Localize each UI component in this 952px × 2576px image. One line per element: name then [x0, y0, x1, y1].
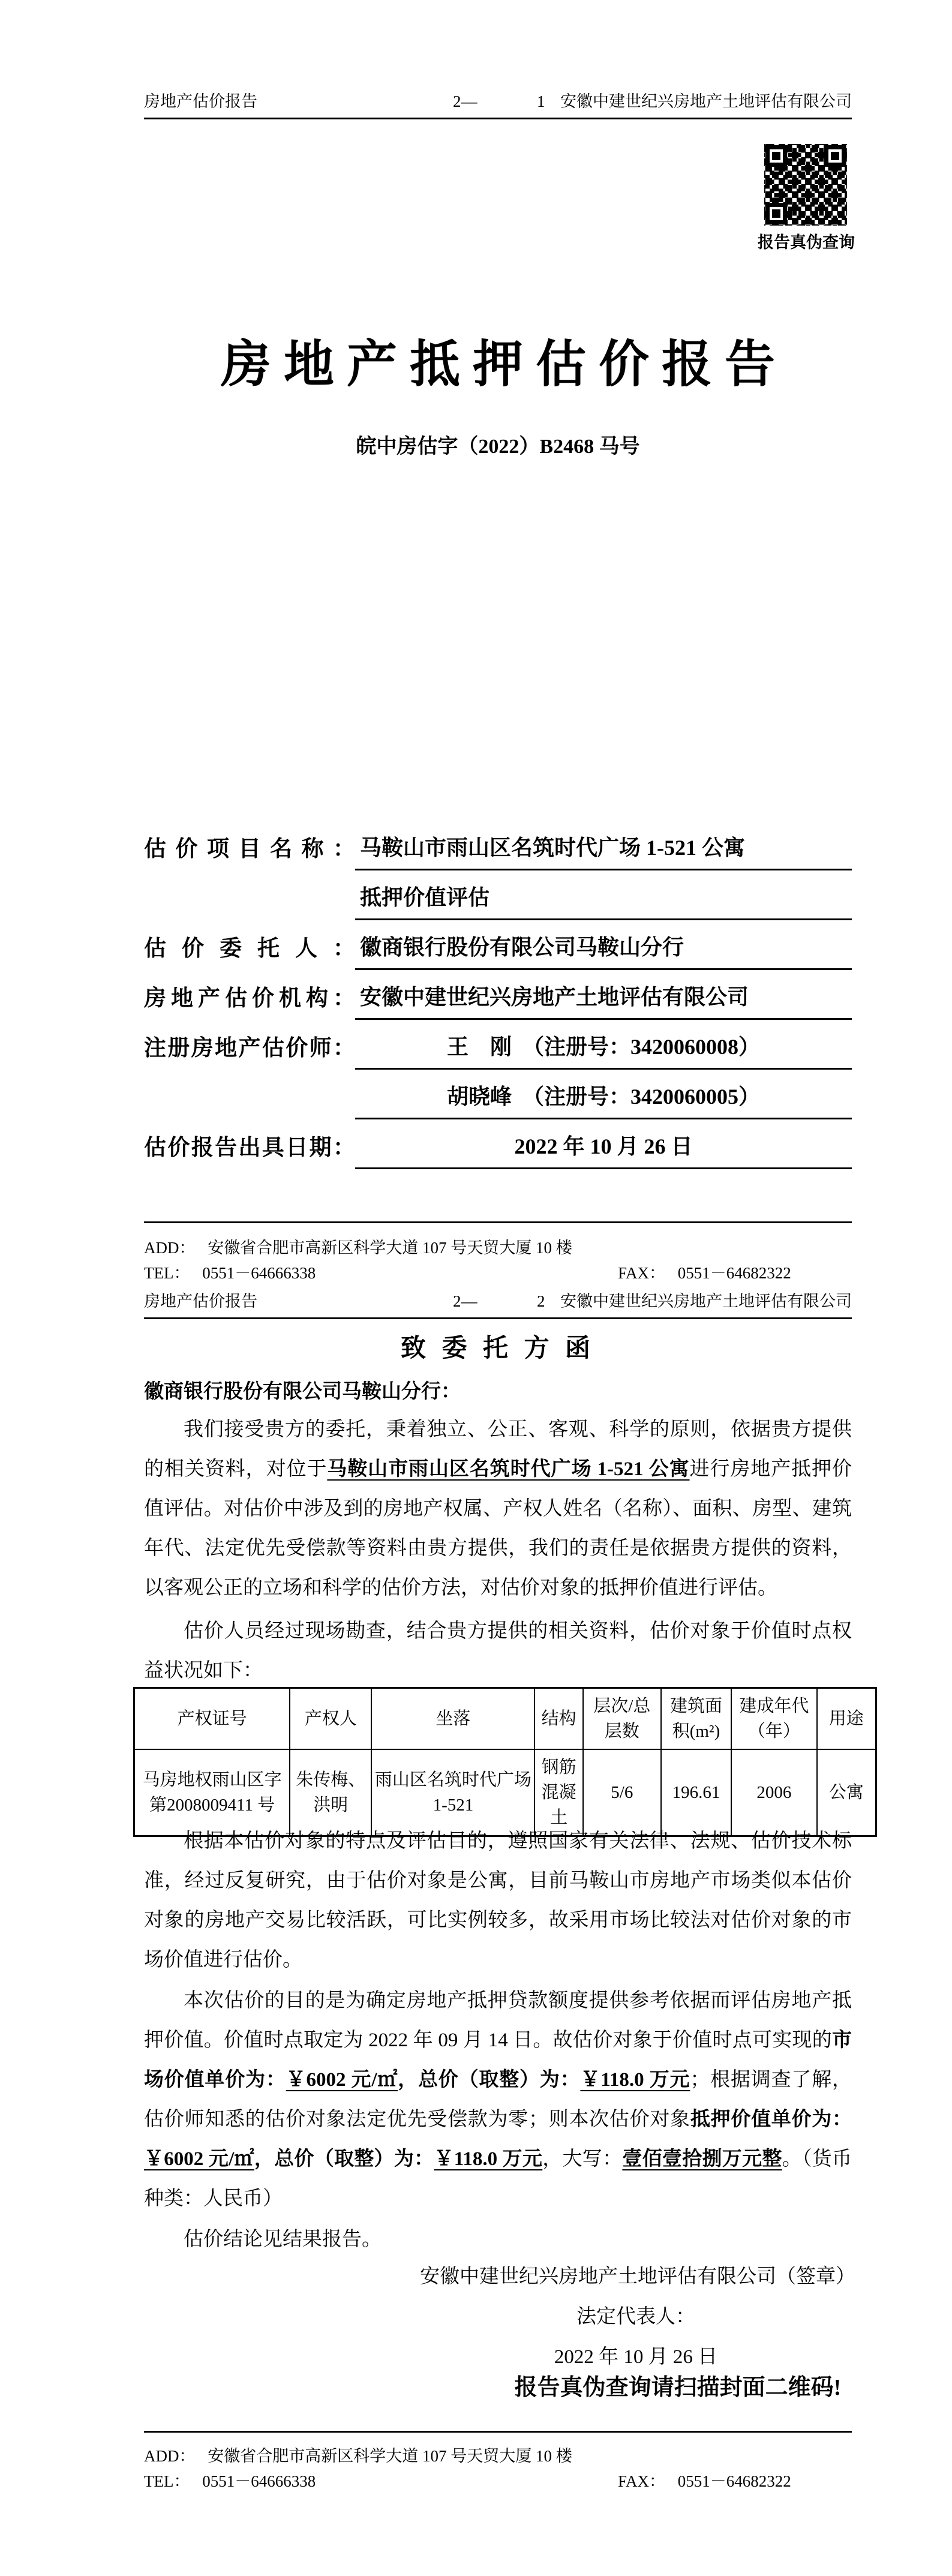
property-rights-table — [133, 1687, 877, 1837]
cell-use: 公寓 — [817, 1749, 876, 1836]
cell-structure: 钢筋混凝土 — [534, 1749, 582, 1836]
running-company-name: 安徽中建世纪兴房地产土地评估有限公司 — [560, 1292, 852, 1310]
letter-salutation: 徽商银行股份有限公司马鞍山分行： — [144, 1381, 461, 1403]
signature-block — [420, 2257, 855, 2377]
page2-footer-address — [144, 2444, 852, 2468]
tel-value: 0551－64666338 — [202, 1264, 316, 1282]
header-rule — [144, 1317, 852, 1319]
field-value: 徽商银行股份有限公司马鞍山分行 — [355, 926, 852, 970]
field-value: 抵押价值评估 — [355, 876, 852, 920]
letter-title: 致 委 托 方 函 — [400, 1335, 595, 1362]
qr-code — [764, 144, 847, 226]
running-doc-title: 房地产估价报告 — [144, 1292, 257, 1310]
qr-finder-icon — [765, 145, 787, 167]
field-label: 估价项目名称： — [144, 837, 355, 861]
running-company-name: 安徽中建世纪兴房地产土地评估有限公司 — [560, 92, 852, 110]
field-project-name-line2 — [144, 870, 852, 920]
page-count-prefix: 2— — [453, 92, 477, 110]
fax-label: FAX： — [618, 2472, 666, 2490]
field-appraiser-1 — [144, 1020, 852, 1070]
paragraph-conclusion: 估价结论见结果报告。 — [184, 2229, 382, 2250]
cell-location: 雨山区名筑时代广场1-521 — [371, 1749, 534, 1836]
col-header-area: 建筑面积(m²) — [661, 1688, 732, 1750]
field-label: 估价报告出具日期： — [144, 1136, 355, 1160]
running-doc-title: 房地产估价报告 — [144, 92, 257, 110]
field-value: 胡晓峰 （注册号：3420060005） — [355, 1076, 852, 1119]
field-label: 注册房地产估价师： — [144, 1036, 355, 1061]
fax-value: 0551－64682322 — [677, 1264, 791, 1282]
report-title: 房 地 产 抵 押 估 价 报 告 — [220, 337, 775, 393]
cell-floor: 5/6 — [583, 1749, 661, 1836]
qr-finder-icon — [824, 145, 846, 167]
field-client — [144, 920, 852, 970]
field-value: 马鞍山市雨山区名筑时代广场 1-521 公寓 — [355, 827, 852, 870]
page2-running-header — [144, 1291, 852, 1311]
paragraph-survey: 估价人员经过现场勘查，结合贵方提供的相关资料，估价对象于价值时点权益状况如下： — [144, 1620, 852, 1682]
field-value: 2022 年 10 月 26 日 — [355, 1125, 852, 1169]
qr-caption: 报告真伪查询 — [758, 233, 855, 251]
col-header-location: 坐落 — [371, 1688, 534, 1750]
paragraph-intro: 我们接受贵方的委托，秉着独立、公正、客观、科学的原则，依据贵方提供的相关资料，对位于马鞍山市雨山区名筑时代广场 1-521 公寓进行房地产抵押价值评估。对估价中涉及到的房地产权属、产权人姓名（名称）、面积、房型、建筑年代、法定优先受偿款等资料由贵方提供，我们的责任是依据贵方提供的资料，以客观公正的立场和科学的估价方法，对估价对象的抵押价值进行评估。 — [144, 1419, 852, 1599]
cell-cert-no: 马房地权雨山区字第2008009411 号 — [134, 1749, 290, 1836]
field-agency — [144, 970, 852, 1020]
page-count-prefix: 2— — [453, 1292, 477, 1310]
qr-scan-notice: 报告真伪查询请扫描封面二维码! — [514, 2375, 842, 2400]
qr-finder-icon — [765, 203, 787, 224]
paragraph-method: 根据本估价对象的特点及评估目的，遵照国家有关法律、法规、估价技术标准，经过反复研究，由于估价对象是公寓，目前马鞍山市房地产市场类似本估价对象的房地产交易比较活跃，可比实例较多，故采用市场比较法对估价对象的市场价值进行估价。 — [144, 1830, 852, 1971]
field-label: 房地产估价机构： — [144, 986, 355, 1011]
fax-group — [618, 2469, 791, 2493]
cell-area: 196.61 — [661, 1749, 732, 1836]
field-report-date — [144, 1119, 852, 1169]
fax-label: FAX： — [618, 1264, 666, 1282]
header-rule — [144, 118, 852, 119]
page1-footer-address — [144, 1236, 852, 1260]
cell-year: 2006 — [731, 1749, 816, 1836]
address-value: 安徽省合肥市高新区科学大道 107 号天贸大厦 10 楼 — [208, 2447, 572, 2465]
signature-date: 2022 年 10 月 26 日 — [554, 2346, 718, 2368]
col-header-structure: 结构 — [534, 1688, 582, 1750]
address-value: 安徽省合肥市高新区科学大道 107 号天贸大厦 10 楼 — [208, 1239, 572, 1257]
tel-label: TEL： — [144, 1264, 190, 1282]
footer-rule — [144, 2431, 852, 2433]
address-label: ADD： — [144, 1239, 196, 1257]
tel-value: 0551－64666338 — [202, 2472, 316, 2490]
field-project-name — [144, 821, 852, 870]
col-header-use: 用途 — [817, 1688, 876, 1750]
page1-running-header — [144, 91, 852, 112]
report-number: 皖中房估字（2022）B2468 马号 — [356, 436, 640, 458]
page-number: 1 — [537, 92, 545, 110]
page2-footer-contacts — [144, 2469, 852, 2493]
col-header-owner: 产权人 — [290, 1688, 371, 1750]
footer-rule — [144, 1221, 852, 1223]
cover-fields — [144, 821, 852, 1169]
fax-value: 0551－64682322 — [677, 2472, 791, 2490]
col-header-cert-no: 产权证号 — [134, 1688, 290, 1750]
page1-footer-contacts — [144, 1261, 852, 1285]
legal-representative: 法定代表人： — [576, 2306, 695, 2328]
field-label: 估价委托人： — [144, 936, 355, 961]
fax-group — [618, 1261, 791, 1285]
field-appraiser-2 — [144, 1070, 852, 1119]
col-header-year: 建成年代（年） — [731, 1688, 816, 1750]
paragraph-valuation: 本次估价的目的是为确定房地产抵押贷款额度提供参考依据而评估房地产抵押价值。价值时点取定为 2022 年 09 月 14 日。故估价对象于价值时点可实现的市场价值单价为：￥6002 元/㎡，总价（取整）为：￥118.0 万元；根据调查了解，估价师知悉的估价对象法定优先受偿款为零；则本次估价对象抵押价值单价为：￥6002 元/㎡，总价（取整）为：￥118.0 万元，大写：壹佰壹拾捌万元整。（货币种类：人民币） — [144, 1990, 852, 2209]
col-header-floor: 层次/总层数 — [583, 1688, 661, 1750]
cell-owner: 朱传梅、洪明 — [290, 1749, 371, 1836]
signature-company: 安徽中建世纪兴房地产土地评估有限公司（签章） — [420, 2266, 855, 2287]
tel-label: TEL： — [144, 2472, 190, 2490]
field-value: 安徽中建世纪兴房地产土地评估有限公司 — [355, 976, 852, 1020]
page-number: 2 — [537, 1292, 545, 1310]
address-label: ADD： — [144, 2447, 196, 2465]
table-header-row — [134, 1688, 876, 1750]
field-value: 王 刚 （注册号：3420060008） — [355, 1026, 852, 1070]
